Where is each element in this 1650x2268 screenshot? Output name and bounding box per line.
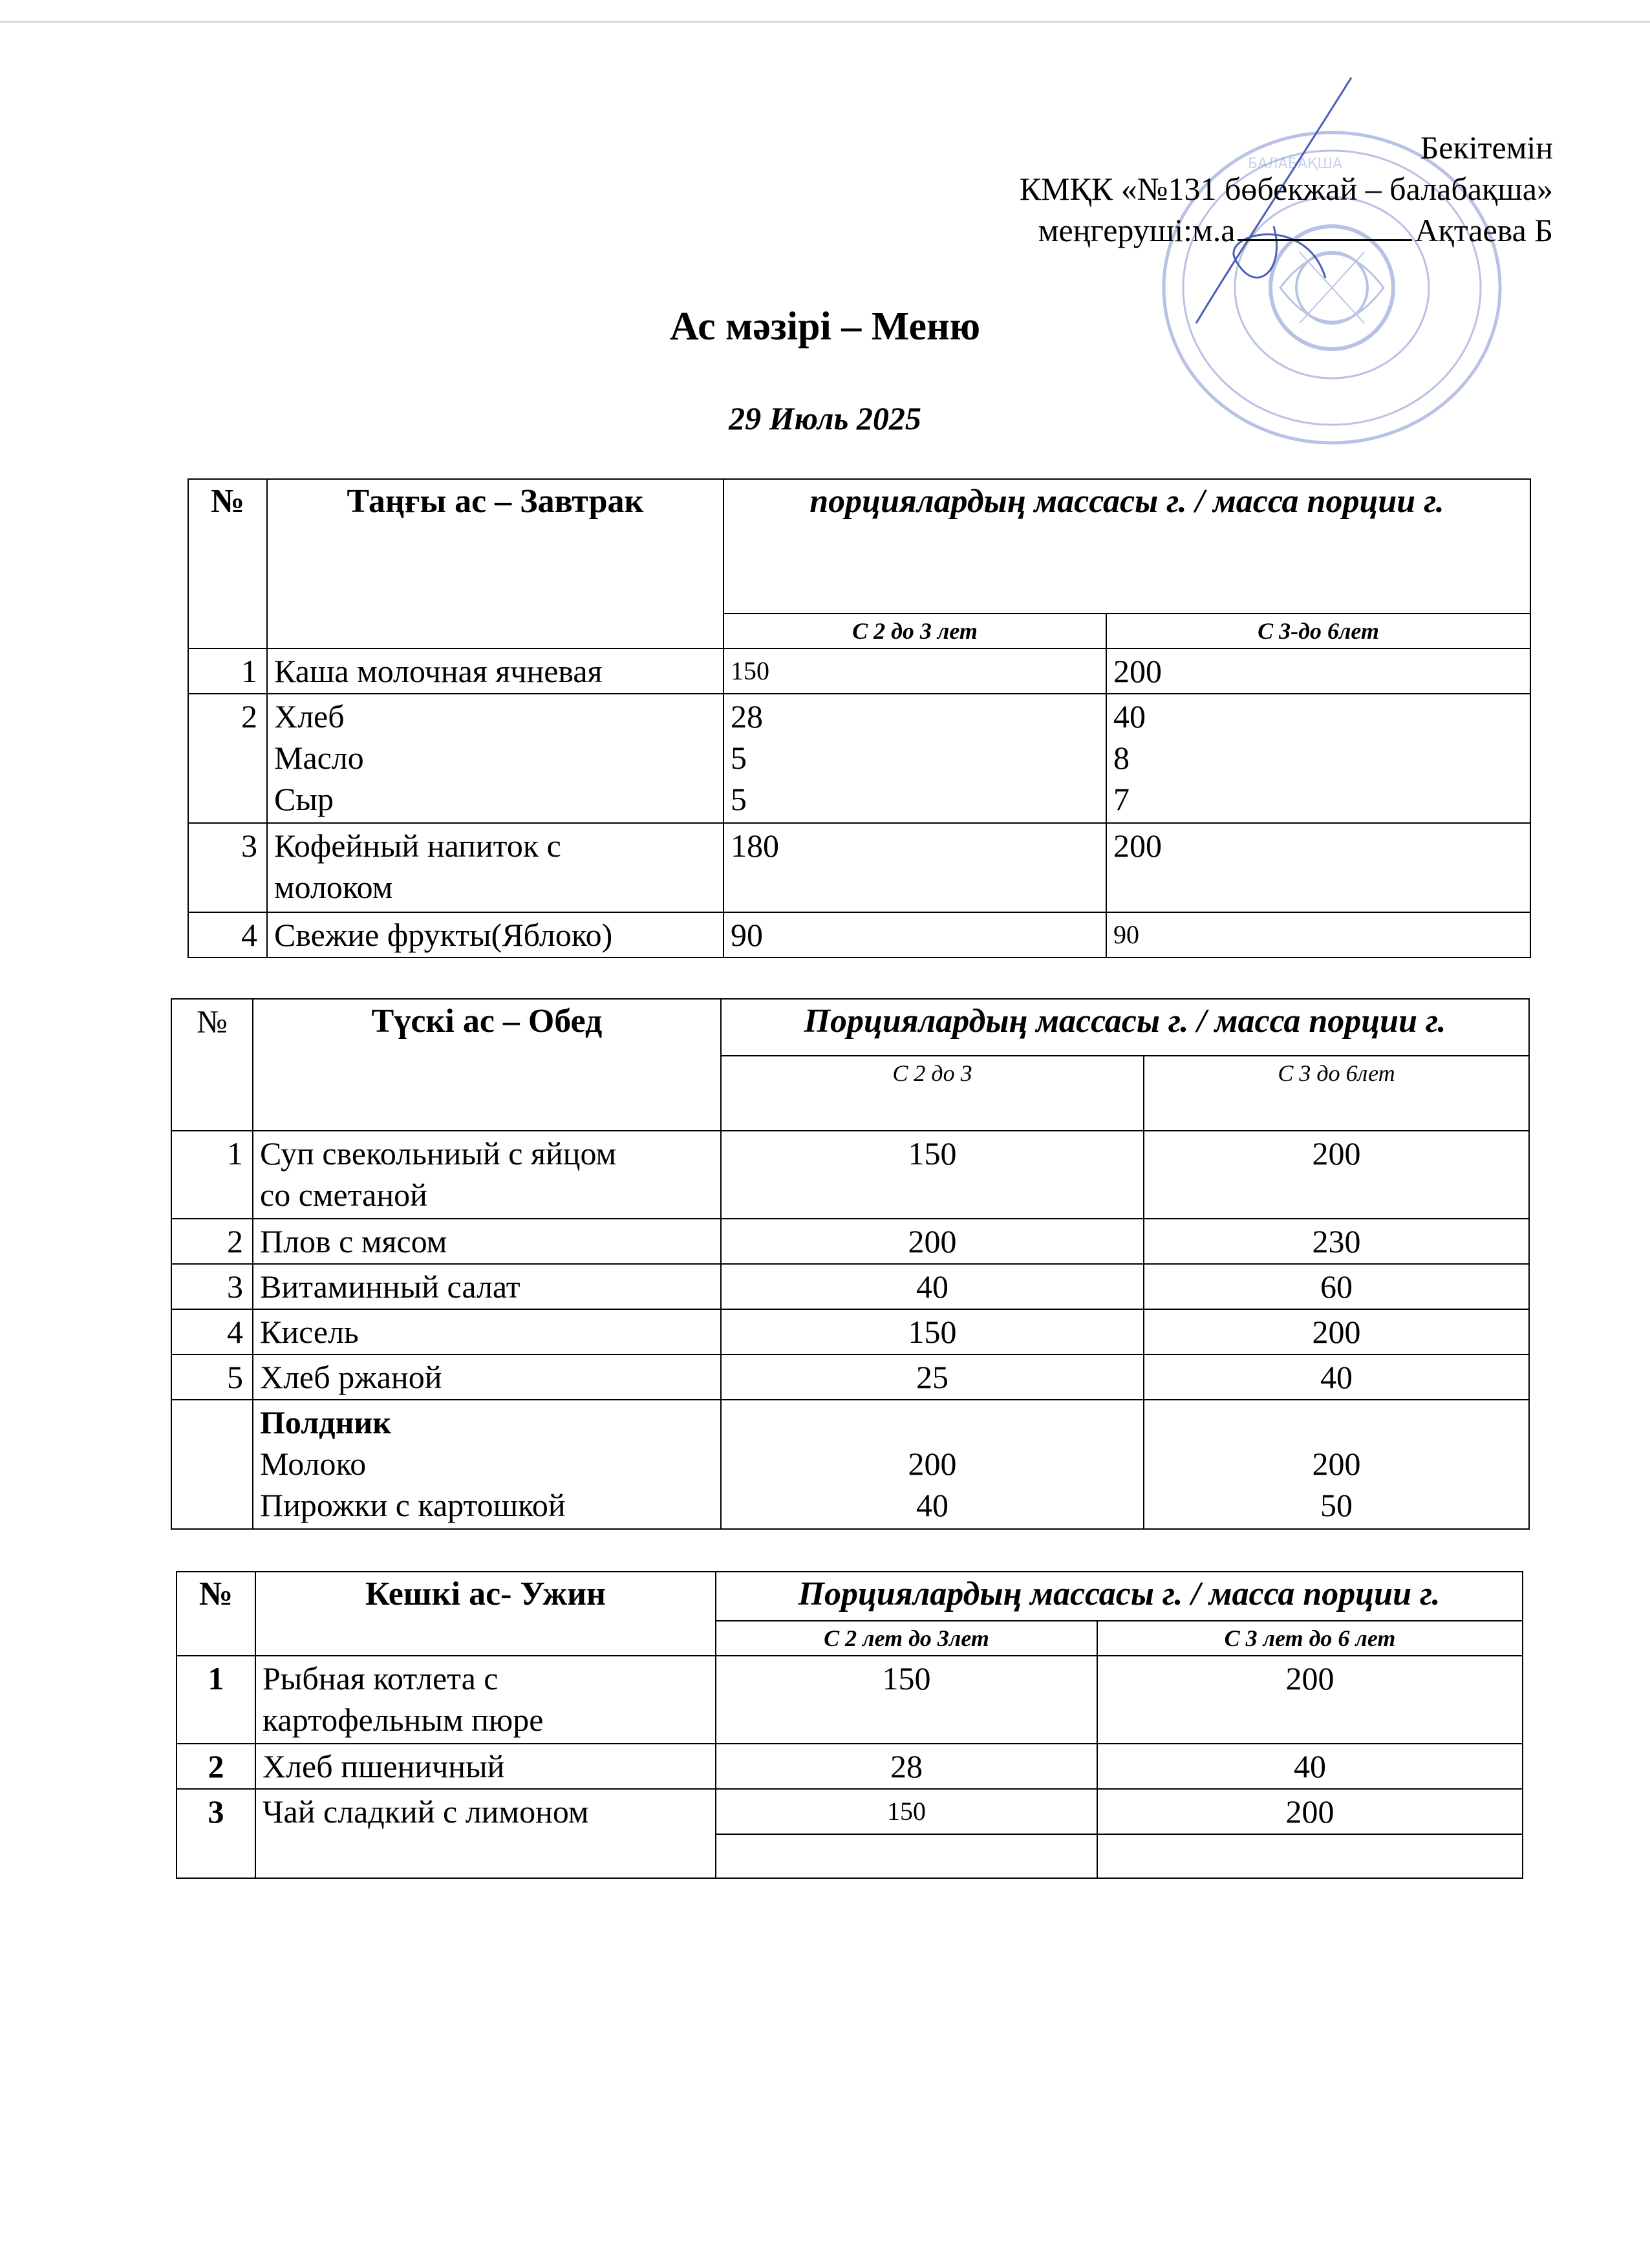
mass-value: 28: [731, 698, 763, 734]
dish-names: [255, 1656, 716, 1744]
row-number: 2: [188, 694, 267, 823]
lunch-name-header: Түскі ас – Обед: [253, 999, 721, 1131]
mass-age-1: 150: [716, 1789, 1097, 1834]
mass-age-2: 40: [1144, 1354, 1529, 1400]
mass-value: 7: [1113, 781, 1130, 817]
approval-line-1: Бекітемін: [1420, 129, 1553, 166]
dish-name: Пирожки с картошкой: [260, 1487, 566, 1523]
breakfast-mass-header: порциялардың массасы г. / масса порции г.: [723, 479, 1530, 614]
dish-name: картофельным пюре: [262, 1702, 544, 1738]
dish-name: Плов с мясом: [253, 1219, 721, 1264]
dish-name: молоком: [274, 869, 393, 905]
dish-name: со сметаной: [260, 1177, 427, 1213]
dish-name: Рыбная котлета с: [262, 1660, 498, 1696]
mass-age-2: 60: [1144, 1264, 1529, 1309]
table-row: [171, 1219, 1529, 1264]
mass-age-2: [1106, 694, 1530, 823]
empty-cell: [1097, 1834, 1523, 1878]
approval-position: меңгеруші:м.а: [1038, 212, 1236, 248]
mass-value: 200: [1312, 1446, 1361, 1482]
row-number: 4: [188, 912, 267, 957]
menu-date: 29 Июль 2025: [729, 400, 921, 436]
mass-value: 8: [1113, 740, 1130, 776]
approval-line-3: [1020, 209, 1553, 251]
dish-names: [267, 823, 723, 912]
mass-age-2: 200: [1097, 1656, 1523, 1744]
dinner-table: [176, 1571, 1523, 1879]
row-number: 3: [188, 823, 267, 912]
mass-age-2: 200: [1106, 648, 1530, 694]
lunch-mass-header: Порциялардың массасы г. / масса порции г.: [721, 999, 1529, 1056]
mass-age-2: 200: [1144, 1309, 1529, 1354]
dish-name: Молоко: [260, 1446, 367, 1482]
mass-age-1: 90: [723, 912, 1106, 957]
scan-edge-line: [0, 21, 1650, 23]
table-row: [171, 1354, 1529, 1400]
dish-names: [253, 1131, 721, 1219]
mass-age-2: 200: [1144, 1131, 1529, 1219]
mass-age-1: [721, 1400, 1144, 1529]
mass-age-1: 150: [721, 1309, 1144, 1354]
approval-line-2: КМҚК «№131 бөбекжай – балабақша»: [1019, 171, 1553, 207]
mass-age-1: 150: [723, 648, 1106, 694]
mass-value: 40: [1113, 698, 1146, 734]
mass-age-1: [723, 694, 1106, 823]
dinner-mass-header: Порциялардың массасы г. / масса порции г.: [716, 1572, 1523, 1621]
dish-name: Масло: [274, 740, 364, 776]
snack-title: Полдник: [260, 1404, 392, 1440]
approval-name: Ақтаева Б: [1415, 212, 1553, 248]
table-row: [188, 648, 1530, 694]
dish-name: Свежие фрукты(Яблоко): [267, 912, 723, 957]
lunch-num-header: №: [171, 999, 253, 1131]
row-number: 3: [177, 1789, 255, 1878]
mass-age-2: 90: [1106, 912, 1530, 957]
breakfast-age-1: С 2 до 3 лет: [723, 614, 1106, 648]
dish-name: Хлеб пшеничный: [255, 1744, 716, 1789]
mass-age-2: 230: [1144, 1219, 1529, 1264]
dish-name: Кофейный напиток с: [274, 828, 561, 864]
mass-age-2: [1144, 1400, 1529, 1529]
approval-block: [1020, 127, 1553, 251]
snack-row: [171, 1400, 1529, 1529]
dish-name: Кисель: [253, 1309, 721, 1354]
row-number: 3: [171, 1264, 253, 1309]
mass-value: 5: [731, 781, 747, 817]
row-number: [171, 1400, 253, 1529]
mass-value: 5: [731, 740, 747, 776]
table-row: [177, 1656, 1523, 1744]
table-row: [171, 1309, 1529, 1354]
mass-value: 40: [916, 1487, 948, 1523]
breakfast-num-header: №: [188, 479, 267, 648]
table-row: [171, 1264, 1529, 1309]
row-number: 2: [171, 1219, 253, 1264]
empty-cell: [716, 1834, 1097, 1878]
row-number: 2: [177, 1744, 255, 1789]
table-row: [188, 694, 1530, 823]
row-number: 4: [171, 1309, 253, 1354]
mass-age-1: 150: [721, 1131, 1144, 1219]
dish-name: Суп свекольниый с яйцом: [260, 1135, 617, 1171]
mass-age-1: 40: [721, 1264, 1144, 1309]
mass-value: 50: [1320, 1487, 1353, 1523]
table-row: [188, 912, 1530, 957]
mass-age-1: 25: [721, 1354, 1144, 1400]
mass-age-2: 200: [1097, 1789, 1523, 1834]
dish-name: Сыр: [274, 781, 334, 817]
row-number: 1: [188, 648, 267, 694]
dish-names: [253, 1400, 721, 1529]
breakfast-age-2: С 3-до 6лет: [1106, 614, 1530, 648]
dish-name: Хлеб: [274, 698, 345, 734]
breakfast-table: [188, 478, 1531, 958]
dish-names: [267, 694, 723, 823]
breakfast-name-header: Таңғы ас – Завтрак: [267, 479, 723, 648]
mass-age-1: 28: [716, 1744, 1097, 1789]
dinner-name-header: Кешкі ас- Ужин: [255, 1572, 716, 1656]
mass-age-1: 200: [721, 1219, 1144, 1264]
dinner-age-2: С 3 лет до 6 лет: [1097, 1621, 1523, 1656]
mass-age-1: 180: [723, 823, 1106, 912]
page-title: Ас мәзірі – Меню: [669, 305, 981, 348]
lunch-table: [171, 998, 1530, 1530]
table-row: [188, 823, 1530, 912]
mass-value: 200: [908, 1446, 957, 1482]
row-number: 1: [171, 1131, 253, 1219]
table-row: [177, 1789, 1523, 1834]
row-number: 1: [177, 1656, 255, 1744]
row-number: 5: [171, 1354, 253, 1400]
dish-name: Чай сладкий с лимоном: [255, 1789, 716, 1878]
table-row: [177, 1744, 1523, 1789]
dish-name: Каша молочная ячневая: [267, 648, 723, 694]
mass-age-1: 150: [716, 1656, 1097, 1744]
lunch-age-1: С 2 до 3: [721, 1056, 1144, 1131]
dinner-age-1: С 2 лет до 3лет: [716, 1621, 1097, 1656]
dinner-num-header: №: [177, 1572, 255, 1656]
mass-age-2: 40: [1097, 1744, 1523, 1789]
signature-blank: [1238, 213, 1412, 241]
table-row: [171, 1131, 1529, 1219]
stamp-text: БАЛАБАҚША: [1248, 156, 1343, 172]
dish-name: Хлеб ржаной: [253, 1354, 721, 1400]
lunch-age-2: С 3 до 6лет: [1144, 1056, 1529, 1131]
mass-age-2: 200: [1106, 823, 1530, 912]
dish-name: Витаминный салат: [253, 1264, 721, 1309]
